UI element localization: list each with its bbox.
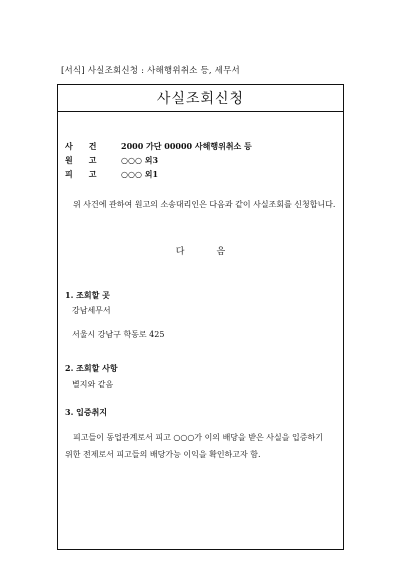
- document-title: 사실조회신청: [156, 91, 245, 107]
- query-items-text: 별지와 같음: [72, 380, 114, 389]
- proof-purpose-paragraph: 피고들이 동업관계로서 피고 ○○○가 이의 배당을 받은 사실을 입증하기 위한 전제로서 피고들의 배당가능 이익을 확인하고자 함.: [65, 433, 323, 459]
- section-title-query-place: 1. 조회할 곳: [65, 290, 110, 300]
- query-place-address: 서울시 강남구 학동로 425: [72, 330, 165, 339]
- defendant-field-value: ○○○ 외1: [121, 169, 159, 179]
- case-field: [65, 141, 252, 152]
- defendant-field-label: 피 고: [65, 169, 97, 179]
- section-title-proof-purpose: 3. 입증취지: [65, 407, 108, 417]
- title-divider: [58, 111, 343, 112]
- defendant-field: [65, 169, 158, 180]
- plaintiff-field-label: 원 고: [65, 155, 97, 165]
- plaintiff-field-value: ○○○ 외3: [121, 155, 159, 165]
- intro-paragraph: 위 사건에 관하여 원고의 소송대리인은 다음과 같이 사실조회를 신청합니다.: [73, 200, 336, 209]
- plaintiff-field: [65, 155, 158, 166]
- section-title-query-items: 2. 조회할 사항: [65, 363, 118, 373]
- case-field-label: 사 건: [65, 141, 97, 151]
- case-field-value: 2000 가단 00000 사해행위취소 등: [121, 141, 252, 151]
- query-place-name: 강남세무서: [72, 306, 111, 315]
- form-header: [서식] 사실조회신청 : 사해행위취소 등, 세무서: [61, 66, 240, 76]
- section-heading: 다음: [175, 247, 258, 257]
- document-frame: [57, 84, 344, 550]
